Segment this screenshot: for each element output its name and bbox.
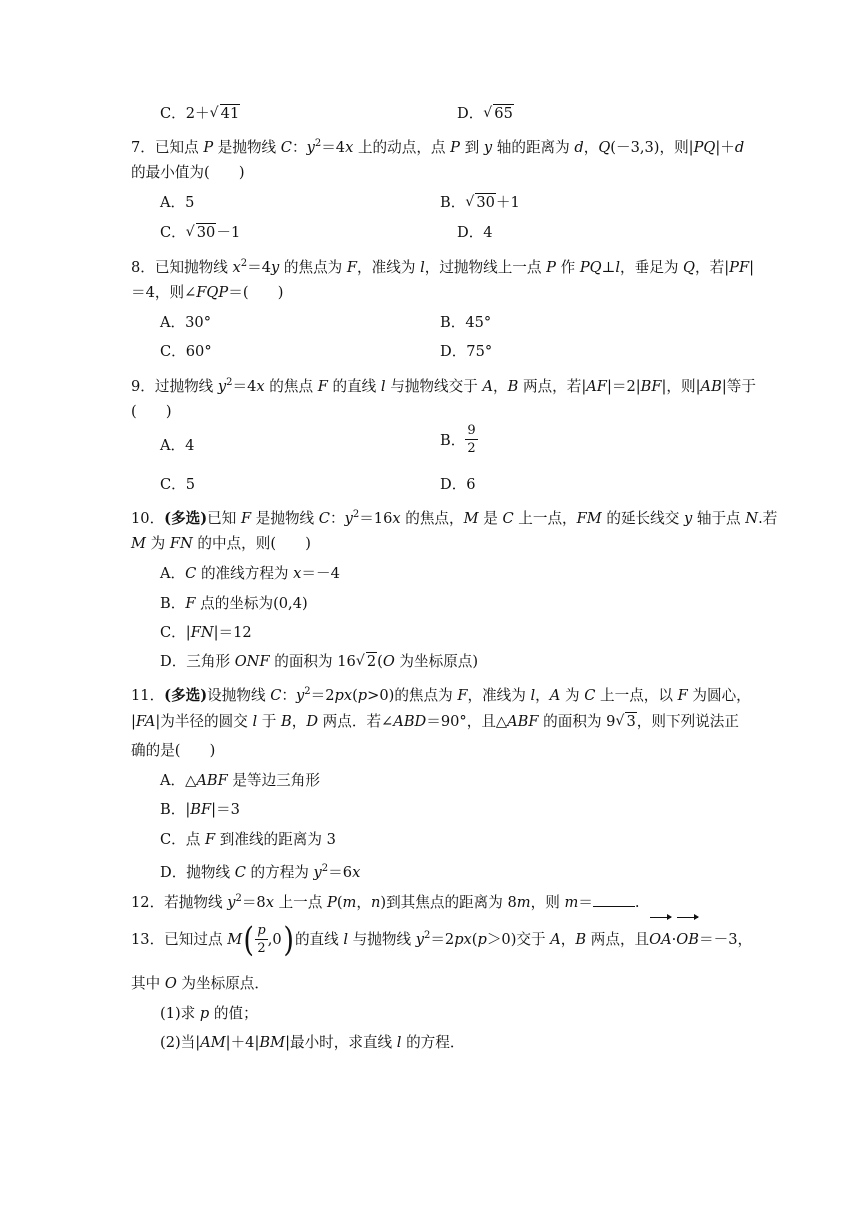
q13-stem-line2: 其中 O 为坐标原点． xyxy=(131,975,269,992)
fraction-nine-halves: $\frac{9}{2}$ xyxy=(467,423,476,456)
q13-part-2: (2)当|AM|＋4|BM|最小时，求直线 l 的方程． xyxy=(160,1034,465,1051)
q10-option-a: A．C 的准线方程为 x＝－4 xyxy=(160,565,340,582)
q9-option-b: B． $\frac{9}{2}$ xyxy=(440,423,476,456)
q8-stem-line2: ＝4，则∠FQP＝( ) xyxy=(131,284,284,301)
q10-option-c: C．|FN|＝12 xyxy=(160,624,252,641)
q7-option-d: D．4 xyxy=(457,224,493,241)
q9-stem-line2: ( ) xyxy=(131,403,172,420)
vector-ob: OB xyxy=(676,920,699,960)
vector-oa: OA xyxy=(649,920,672,960)
q11-option-c: C．点 F 到准线的距离为 3 xyxy=(160,831,336,848)
q11-option-a: A．△ABF 是等边三角形 xyxy=(160,772,320,789)
q7-stem-line2: 的最小值为( ) xyxy=(131,164,245,181)
q13-part-1: (1)求 p 的值； xyxy=(160,1005,258,1022)
q11-stem-line2: |FA|为半径的圆交 l 于 B，D 两点．若∠ABD＝90°，且△ABF 的面积为 9√ 3，则下列说法正 xyxy=(131,712,739,732)
q10-stem-line2: M 为 FN 的中点，则( ) xyxy=(131,535,311,552)
q6-option-d: D．√ 65 xyxy=(457,104,514,124)
q11-option-d: D．抛物线 C 的方程为 $y^2=6x$ xyxy=(160,863,361,881)
q9-option-d: D．6 xyxy=(440,476,476,493)
q13-stem-line1: 13．已知过点 M( $\frac{p}{2}$ ,0)的直线 l 与抛物线 $y^2=2px(p>0)$交于 A，B 两点，且OA·OB＝－3， xyxy=(131,919,753,960)
q8-option-a: A．30° xyxy=(160,314,211,331)
q11-stem-line1: 11．(多选)设抛物线 C：$y^2=2px(p>0)$的焦点为 F，准线为 l，A 为 C 上一点，以 F 为圆心， xyxy=(131,686,751,704)
q7-option-a: A．5 xyxy=(160,194,195,211)
q8-stem-line1: 8．已知抛物线 $x^2=4y$ 的焦点为 F，准线为 l，过抛物线上一点 P 作 PQ⊥l，垂足为 Q，若|PF| xyxy=(131,258,754,276)
q6-option-c: C．2＋√ 41 xyxy=(160,104,240,124)
q11-option-b: B．|BF|＝3 xyxy=(160,801,240,818)
q8-option-c: C．60° xyxy=(160,343,212,360)
q8-option-d: D．75° xyxy=(440,343,493,360)
q11-stem-line3: 确的是( ) xyxy=(131,742,216,759)
q9-stem-line1: 9．过抛物线 $y^2=4x$ 的焦点 F 的直线 l 与抛物线交于 A，B 两点，若|AF|＝2|BF|，则|AB|等于 xyxy=(131,377,756,395)
q12-stem: 12．若抛物线 $y^2=8x$ 上一点 P(m，n)到其焦点的距离为 8m，则 m＝ . xyxy=(131,893,640,911)
q9-option-c: C．5 xyxy=(160,476,196,493)
fraction-p-over-2: $\frac{p}{2}$ xyxy=(257,923,266,957)
q10-option-b: B．F 点的坐标为(0,4) xyxy=(160,595,308,612)
q7-option-b: B．√ 30＋1 xyxy=(440,193,520,213)
q7-stem-line1: 7．已知点 P 是抛物线 C：$y^2=4x$ 上的动点，点 P 到 y 轴的距离为 d，Q(－3,3)，则|PQ|＋d xyxy=(131,138,745,156)
answer-blank[interactable] xyxy=(593,892,635,907)
q10-stem-line1: 10．(多选)已知 F 是抛物线 C：$y^2=16x$ 的焦点，M 是 C 上一点，FM 的延长线交 y 轴于点 N.若 xyxy=(131,509,778,527)
q9-option-a: A．4 xyxy=(160,437,195,454)
q7-option-c: C．√ 30－1 xyxy=(160,223,240,243)
q10-option-d: D．三角形 ONF 的面积为 16√ 2(O 为坐标原点) xyxy=(160,652,478,672)
q8-option-b: B．45° xyxy=(440,314,492,331)
